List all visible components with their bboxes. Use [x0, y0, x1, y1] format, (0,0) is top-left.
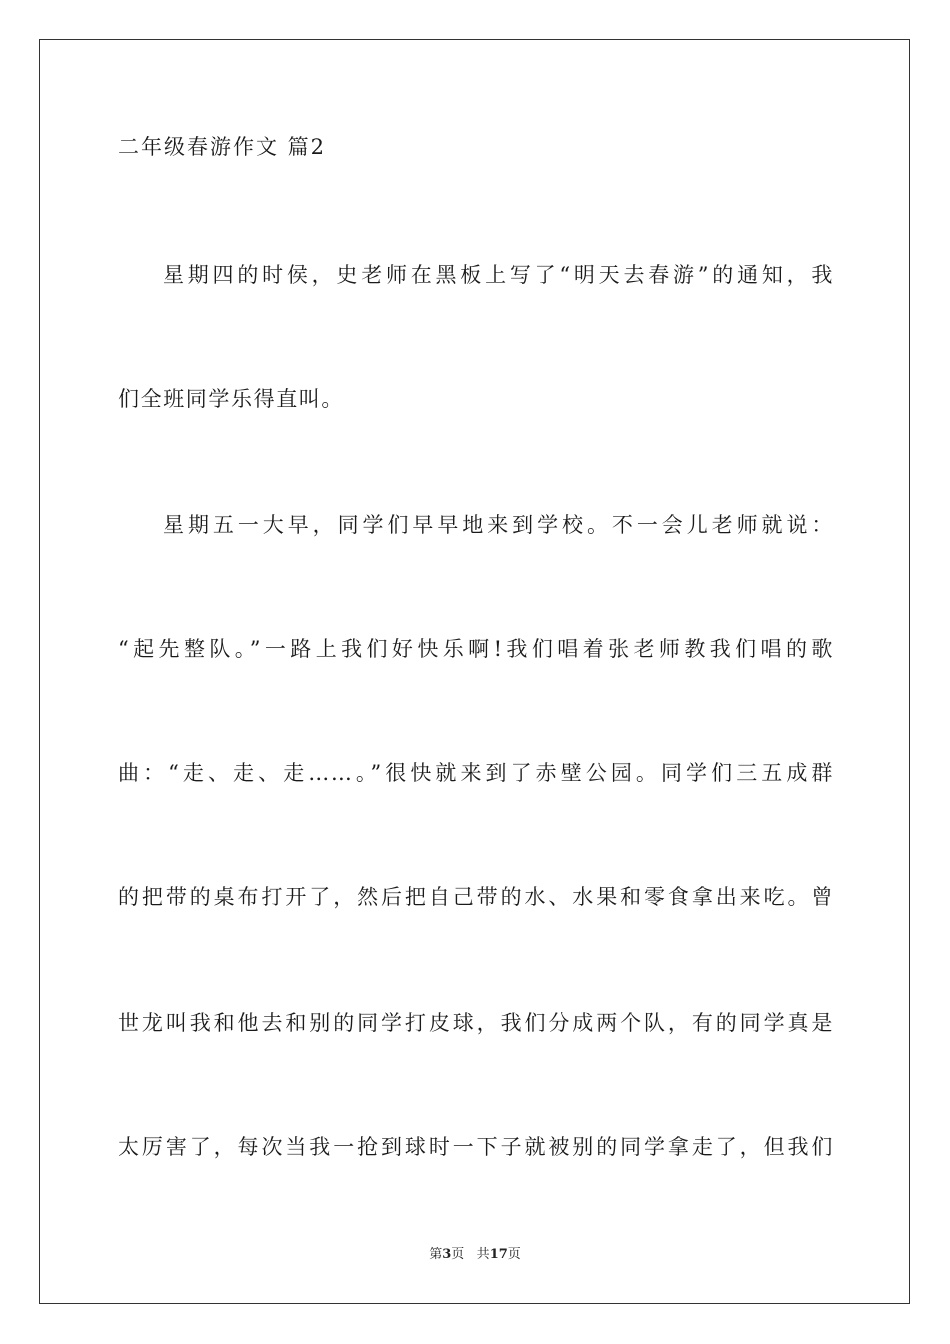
- page-border: [39, 39, 910, 1304]
- paragraph-2-line-4: 的把带的桌布打开了，然后把自己带的水、水果和零食拿出来吃。曾: [118, 885, 834, 909]
- footer-page-suffix: 页: [451, 1247, 465, 1262]
- paragraph-1-line-2: 们全班同学乐得直叫。: [118, 387, 344, 411]
- page-footer: [0, 1246, 950, 1264]
- footer-total-pages: 17: [489, 1247, 508, 1262]
- footer-prefix: 第: [429, 1247, 443, 1262]
- footer-total-suffix: 页: [507, 1247, 521, 1262]
- paragraph-2-line-3: 曲：“走、走、走……。”很快就来到了赤壁公园。同学们三五成群: [118, 761, 834, 785]
- essay-title: 二年级春游作文 篇2: [118, 135, 327, 159]
- paragraph-2-line-2: “起先整队。”一路上我们好快乐啊!我们唱着张老师教我们唱的歌: [118, 637, 834, 661]
- paragraph-2-line-6: 太厉害了，每次当我一抢到球时一下子就被别的同学拿走了，但我们: [118, 1135, 834, 1159]
- footer-total-prefix: 共: [476, 1247, 490, 1262]
- footer-page-number: 3: [442, 1247, 452, 1262]
- paragraph-1-line-1: 星期四的时侯，史老师在黑板上写了“明天去春游”的通知，我: [163, 263, 834, 287]
- paragraph-2-line-5: 世龙叫我和他去和别的同学打皮球，我们分成两个队，有的同学真是: [118, 1011, 834, 1035]
- paragraph-2-line-1: 星期五一大早，同学们早早地来到学校。不一会儿老师就说：: [163, 513, 834, 537]
